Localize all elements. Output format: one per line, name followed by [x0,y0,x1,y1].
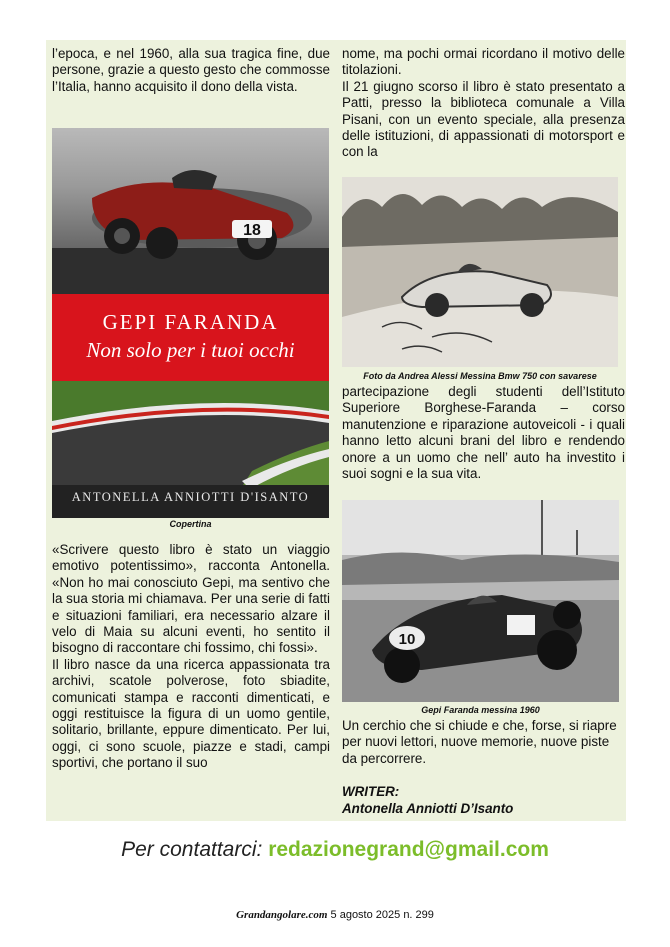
cover-author: ANTONELLA ANNIOTTI D'ISANTO [71,490,310,504]
book-cover-image [52,128,329,518]
writer-name: Antonella Anniotti D’Isanto [342,800,514,816]
writer-label: WRITER: [342,784,400,800]
right-paragraph-1: nome, ma pochi ormai ricordano il motivo delle titolazioni. [342,46,625,78]
cover-car-number: 18 [243,222,261,239]
right-column-bottom [342,718,625,817]
right-paragraph-4: Un cerchio che si chiude e che, forse, si riapre per nuovi lettori, nuove memorie, nuove piste da percorrere. [342,718,617,766]
footer-site: Grandangolare.com [236,909,328,921]
photo1-caption: Foto da Andrea Alessi Messina Bmw 750 con savarese [363,371,597,381]
contact-line [0,838,670,862]
right-column-middle [342,384,625,482]
photo-andrea-alessi [342,177,618,367]
right-column-top [342,46,625,161]
vintage-race-photo-2 [342,500,619,702]
photo2-car-number: 10 [398,631,416,648]
contact-label: Per contattarci: [121,838,263,861]
photo2-caption: Gepi Faranda messina 1960 [421,705,540,715]
race-car-illustration [52,128,329,294]
cover-title-line2: Non solo per i tuoi occhi [86,338,295,362]
vintage-race-photo-1 [342,177,618,367]
cover-photo-race-car [52,128,329,294]
contact-email-link[interactable]: redazionegrand@gmail.com [268,838,549,861]
left-column-bottom [52,542,330,772]
right-paragraph-3: partecipazione degli studenti dell’Istituto Superiore Borghese-Faranda – corso manutenzione e riparazione autoveicoli - i quali hanno letto alcuni brani del libro e rendendo onore a un uomo che nell’ auto ha investito i suoi sogni e la sua vita. [342,384,625,482]
right-paragraph-2: Il 21 giugno scorso il libro è stato presentato a Patti, presso la biblioteca comunale a Villa Pisani, con un evento speciale, alla presenza delle istituzioni, di appassionati di motorsport e con la [342,78,625,160]
cover-caption: Copertina [169,519,212,529]
left-paragraph-1: l’epoca, e nel 1960, alla sua tragica fine, due persone, grazie a questo gesto che commosse l’Italia, hanno acquisito il dono della vista. [52,46,330,94]
left-paragraph-3: Il libro nasce da una ricerca appassionata tra archivi, scatole polverose, foto sbiadite, comunicati stampa e racconti dimenticati, e oggi restituisce la figura di un uomo gentile, solitario, brillante, eppure dimenticato. Per lui, oggi, ci sono scuole, piazze e stadi, campi sportivi, che portano il suo [52,656,330,771]
left-column-top [52,46,330,95]
page-footer [0,909,670,921]
footer-issue-info: 5 agosto 2025 n. 299 [330,909,434,921]
cover-title-line1: GEPI FARANDA [102,310,279,334]
photo-gepi-faranda-1960 [342,500,619,702]
left-paragraph-2: «Scrivere questo libro è stato un viaggio emotivo potentissimo», racconta Antonella. «Non ho mai conosciuto Gepi, ma sentivo che la sua storia mi chiamava. Per una serie di fatti e situazioni familiari, era necessario alzare il velo di Maia su alcuni eventi, ho sentito il bisogno di raccontare chi fossimo, chi fossi». [52,542,330,656]
